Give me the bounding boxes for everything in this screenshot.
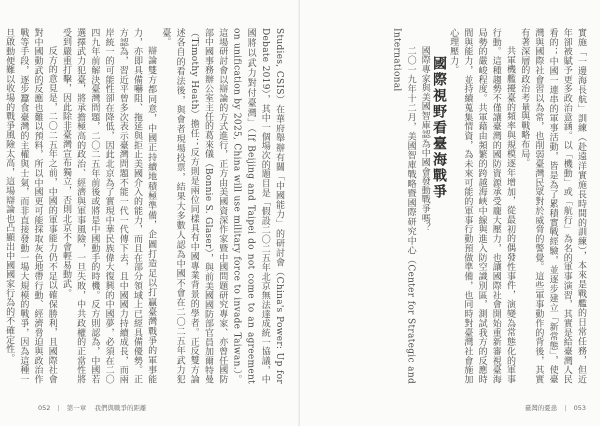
left-page-footer [38,403,146,412]
right-page-footer [525,403,586,412]
section-heading: 國際視野看臺海戰爭 [430,56,447,200]
right-page-text [314,28,588,384]
left-paragraph-3: 反方的意見是，二〇二五年之前，中國的軍事能力仍不足以確保勝利，且國際社會對中國動武的反應也難以預料，所以中國更可能採取灰色地帶行動、經濟脅迫與政治作戰等手段，逐步蠶食臺灣的主權與士氣，而非直接發動一場大規模的戰爭，因為這種一旦啟動便難以收場的戰爭風險太高，這場辯論也凸顯出中國國家行為的不確定性。 [4,28,57,384]
right-intro-paragraph-1: 實施「一邊海長航」訓練（赴遠洋實施長時間的訓練），本來是戰艦的日常任務，但近年卻被賦予更多政治意涵。以「機動」或「航行」為名的軍事演習，其實是給臺灣人民看的；中國一連串的軍事活動，皆是為了累積實戰經驗，並逐步建立「新常態」，使臺灣與國際社會習以為常，也削弱臺灣民眾對於威脅的警覺。這些軍事動作的背後，其實有著深層的政治考量與戰略布局。 [519,28,586,384]
right-page-number: 053 [573,404,586,412]
right-page [300,0,600,426]
left-paragraph-1: Studies, CSIS）在華府舉辦有關「中國能力」的研討會（China's Power: Up for Debate 2019），其中一個場次的題目是「假設二〇二五年北京無法達成統一協議，中國將以武力對付臺灣」（If Beijing and Taipei do not come to an agreement on unification by 2025, China will use military force to invade Taiwan.）。這場研討會以辯論的方式進行，正方由美國資深作家暨中國問題研究專家、亦曾任國防部中國事務辦公室主任的葛來儀（Bonnie S. Glaser），與前美國國防部官員加爾特曼（Timothy Heath）擔任；反方則是兩位同樣具有中國專業背景的學者。正反雙方論述各自的看法後，與會者現場投票，結果大多數人認為中國不會在二〇二五年武力犯臺。 [160,28,284,384]
chapter-label: 第一章 [66,404,87,412]
section-paragraph: 二〇一九年十二月，美國智庫戰略暨國際研究中心（Center for Strategic and International [391,28,416,384]
left-page-text [4,28,286,384]
section-question: 國際專家與美國智庫認為中國會發動戰爭嗎？ [419,46,430,232]
right-intro-paragraph-2: 共軍機艦擾臺的頻率與規模逐年增加，從最初的偶發性事件，演變為常態化的軍事行動。這種趨勢不僅讓臺灣的國防資源承受龐大壓力，也讓國際社會開始重新審視臺海局勢的嚴峻程度。共軍藉由頻繁的跨越海峽中線與進入防空識別區，測試我方的反應時間與能力，並持續蒐集情資，為未來可能的軍事行動預做準備，也同時對臺灣社會施加心理壓力。 [448,28,515,384]
running-title: 臺灣的憂患 [524,404,558,412]
left-page-number: 052 [38,404,51,412]
footer-separator: | [57,404,60,412]
left-paragraph-2: 辯論雙方都同意，中國正持續地積極準備，企圖打造足以打贏臺灣戰爭的軍事能力，亦即具備嚇阻、拖延與拒止美國介入的能力，而且在部分領域上已經具備優勢。正方認為，習近平曾多次表示臺灣問題不能一代一代傳下去，且中國國力持續成長，而兩岸統一的可能性卻在降低，因此北京為了實現中華民族偉大復興的中國夢，必須在二〇四九年前解決臺灣問題，二〇二五年前後或將是中國動手的時機。反方則認為，中國若選擇武力犯臺，將承擔極高的政治、經濟與軍事風險，一旦失敗，中共政權的正當性將受到嚴重打擊，因此除非臺灣宣布獨立，否則北京不會輕易動武。 [60,28,157,384]
footer-separator: | [564,404,567,412]
chapter-title: 我們與戰爭的距離 [94,404,147,412]
